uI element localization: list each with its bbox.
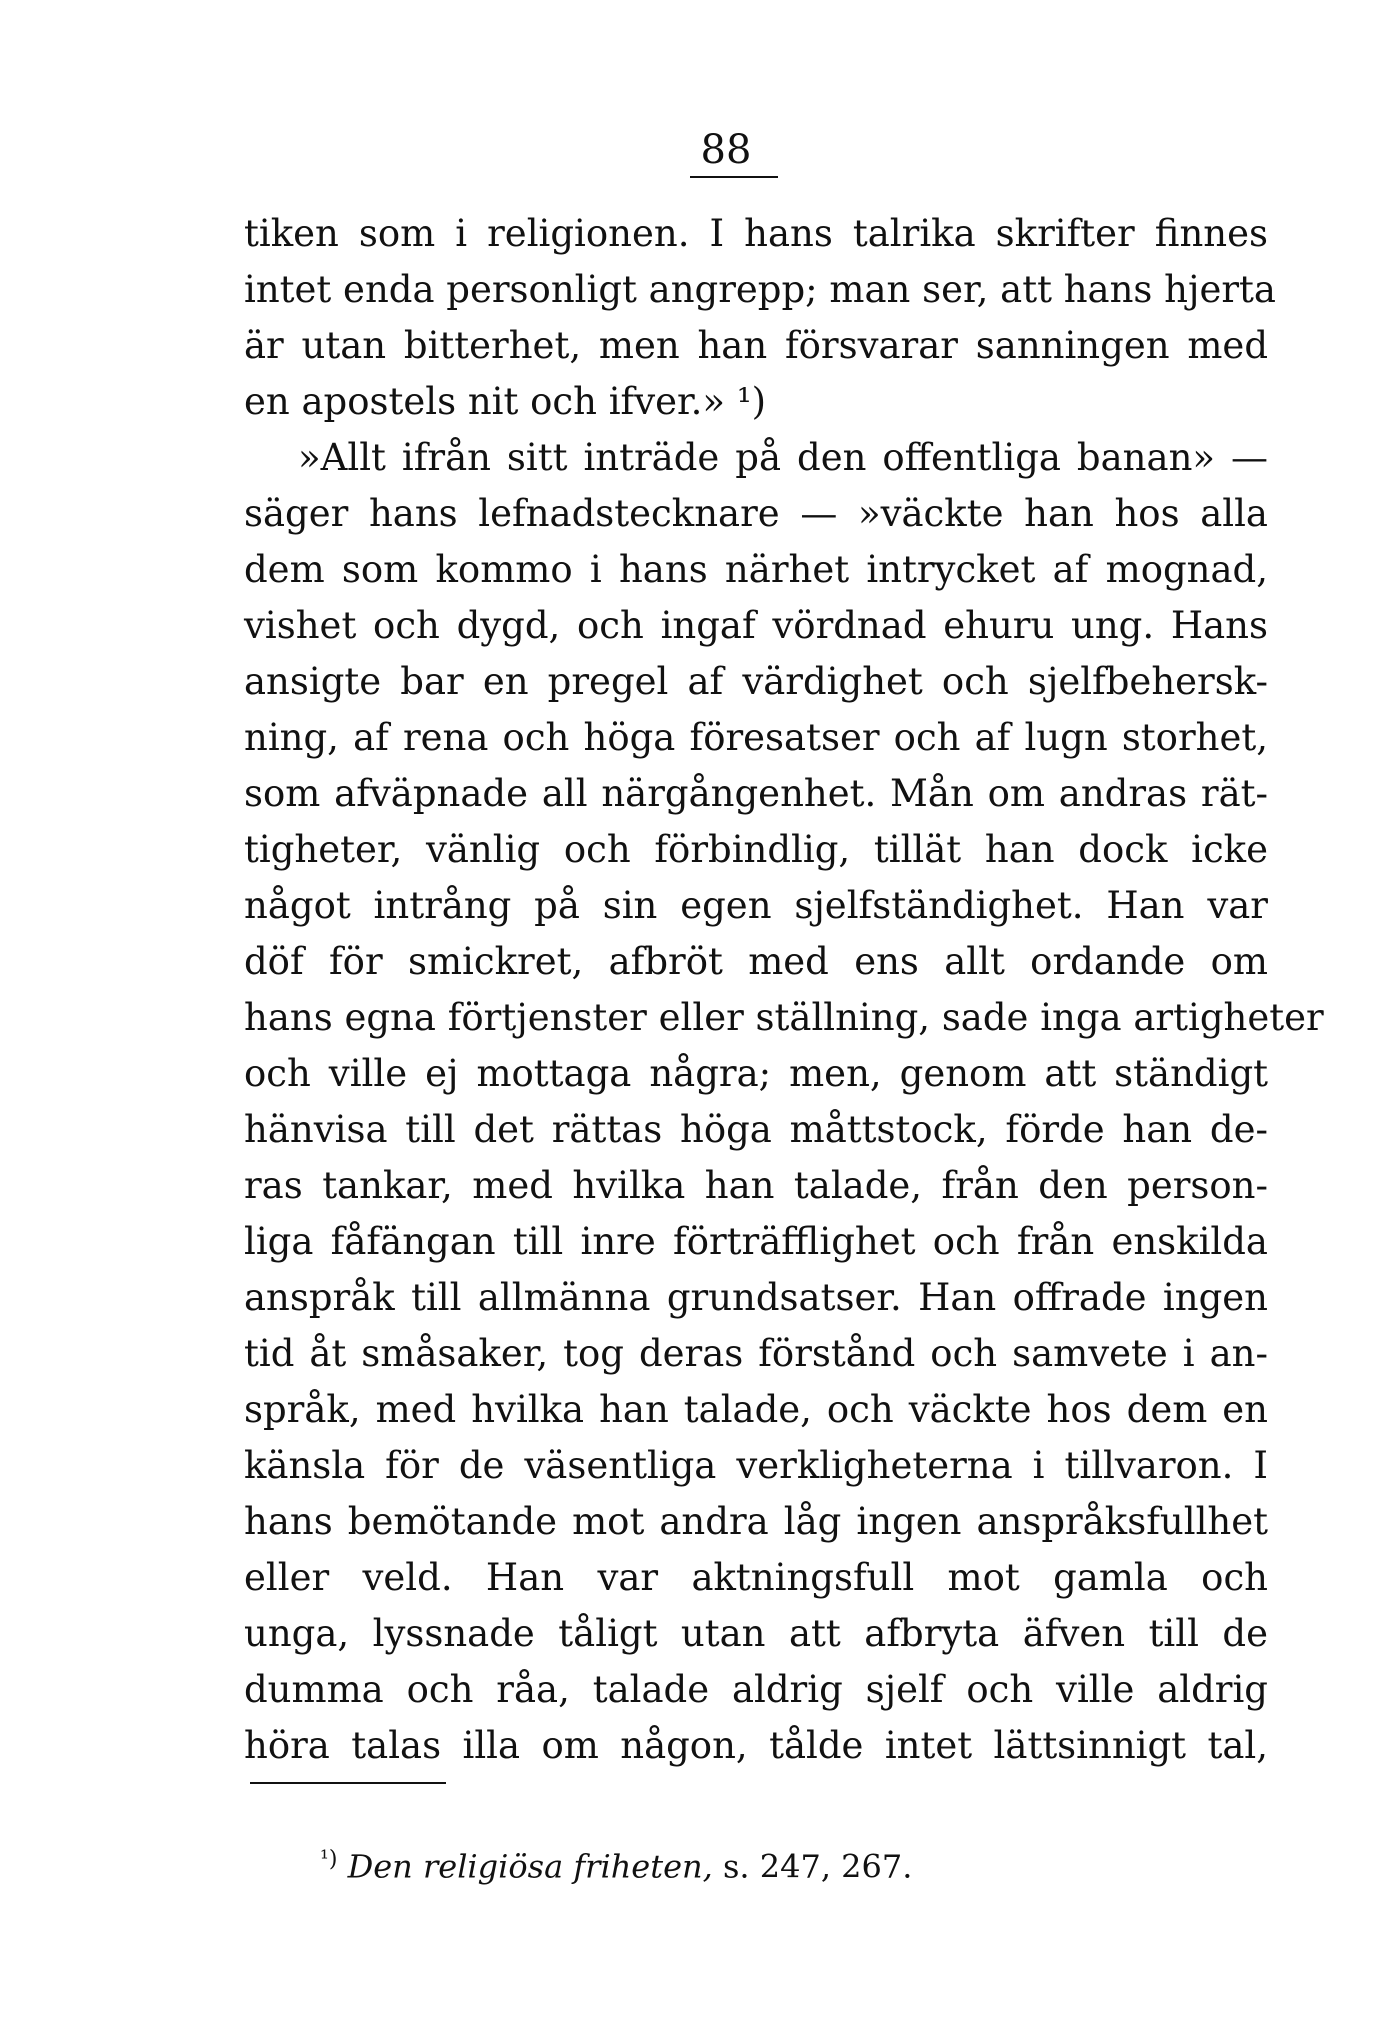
text-line: döf för smickret, afbröt med ens allt ordande om [244, 940, 1268, 983]
text-line: som afväpnade all närgångenhet. Mån om andras rät- [244, 772, 1268, 815]
text-line: dumma och råa, talade aldrig sjelf och ville aldrig [244, 1668, 1268, 1711]
text-line: tigheter, vänlig och förbindlig, tillät han dock icke [244, 828, 1268, 871]
text-line: intet enda personligt angrepp; man ser, att hans hjerta [244, 268, 1276, 311]
footnote-rule [250, 1782, 446, 1784]
text-line: vishet och dygd, och ingaf vördnad ehuru ung. Hans [244, 604, 1268, 647]
body-text [244, 206, 1324, 1774]
page-number-rule [690, 176, 778, 178]
text-line: ansigte bar en pregel af värdighet och sjelfbehersk- [244, 660, 1268, 703]
text-line: språk, med hvilka han talade, och väckte hos dem en [244, 1388, 1268, 1431]
text-line: »Allt ifrån sitt inträde på den offentliga banan» — [298, 436, 1268, 479]
text-line: hänvisa till det rättas höga måttstock, förde han de- [244, 1108, 1268, 1151]
footnote-reference: s. 247, 267. [722, 1847, 913, 1886]
text-line: och ville ej mottaga några; men, genom att ständigt [244, 1052, 1268, 1095]
footnote-title: Den religiösa friheten, [347, 1847, 713, 1886]
text-line: hans bemötande mot andra låg ingen anspråksfullhet [244, 1500, 1268, 1543]
text-line: ras tankar, med hvilka han talade, från den person- [244, 1164, 1268, 1207]
text-line: ning, af rena och höga föresatser och af lugn storhet, [244, 716, 1268, 759]
text-line: höra talas illa om någon, tålde intet lättsinnigt tal, [244, 1724, 1268, 1767]
text-line: unga, lyssnade tåligt utan att afbryta äfven till de [244, 1612, 1268, 1655]
text-line: något intrång på sin egen sjelfständighet. Han var [244, 884, 1268, 927]
text-line: dem som kommo i hans närhet intrycket af mognad, [244, 548, 1268, 591]
text-line: säger hans lefnadstecknare — »väckte han hos alla [244, 492, 1268, 535]
footnote-marker: ¹) [320, 1847, 338, 1872]
page-number: 88 [700, 127, 752, 173]
text-line: eller veld. Han var aktningsfull mot gamla och [244, 1556, 1268, 1599]
text-line: tid åt småsaker, tog deras förstånd och samvete i an- [244, 1332, 1268, 1375]
footnote [320, 1838, 912, 1889]
text-line: anspråk till allmänna grundsatser. Han offrade ingen [244, 1276, 1268, 1319]
text-line: en apostels nit och ifver.» ¹) [244, 380, 767, 423]
text-line: liga fåfängan till inre förträfflighet och från enskilda [244, 1220, 1268, 1263]
text-line: hans egna förtjenster eller ställning, sade inga artigheter [244, 996, 1324, 1039]
text-line: känsla för de väsentliga verkligheterna i tillvaron. I [244, 1444, 1268, 1487]
text-line: är utan bitterhet, men han försvarar sanningen med [244, 324, 1268, 367]
text-line: tiken som i religionen. I hans talrika skrifter finnes [244, 212, 1268, 255]
